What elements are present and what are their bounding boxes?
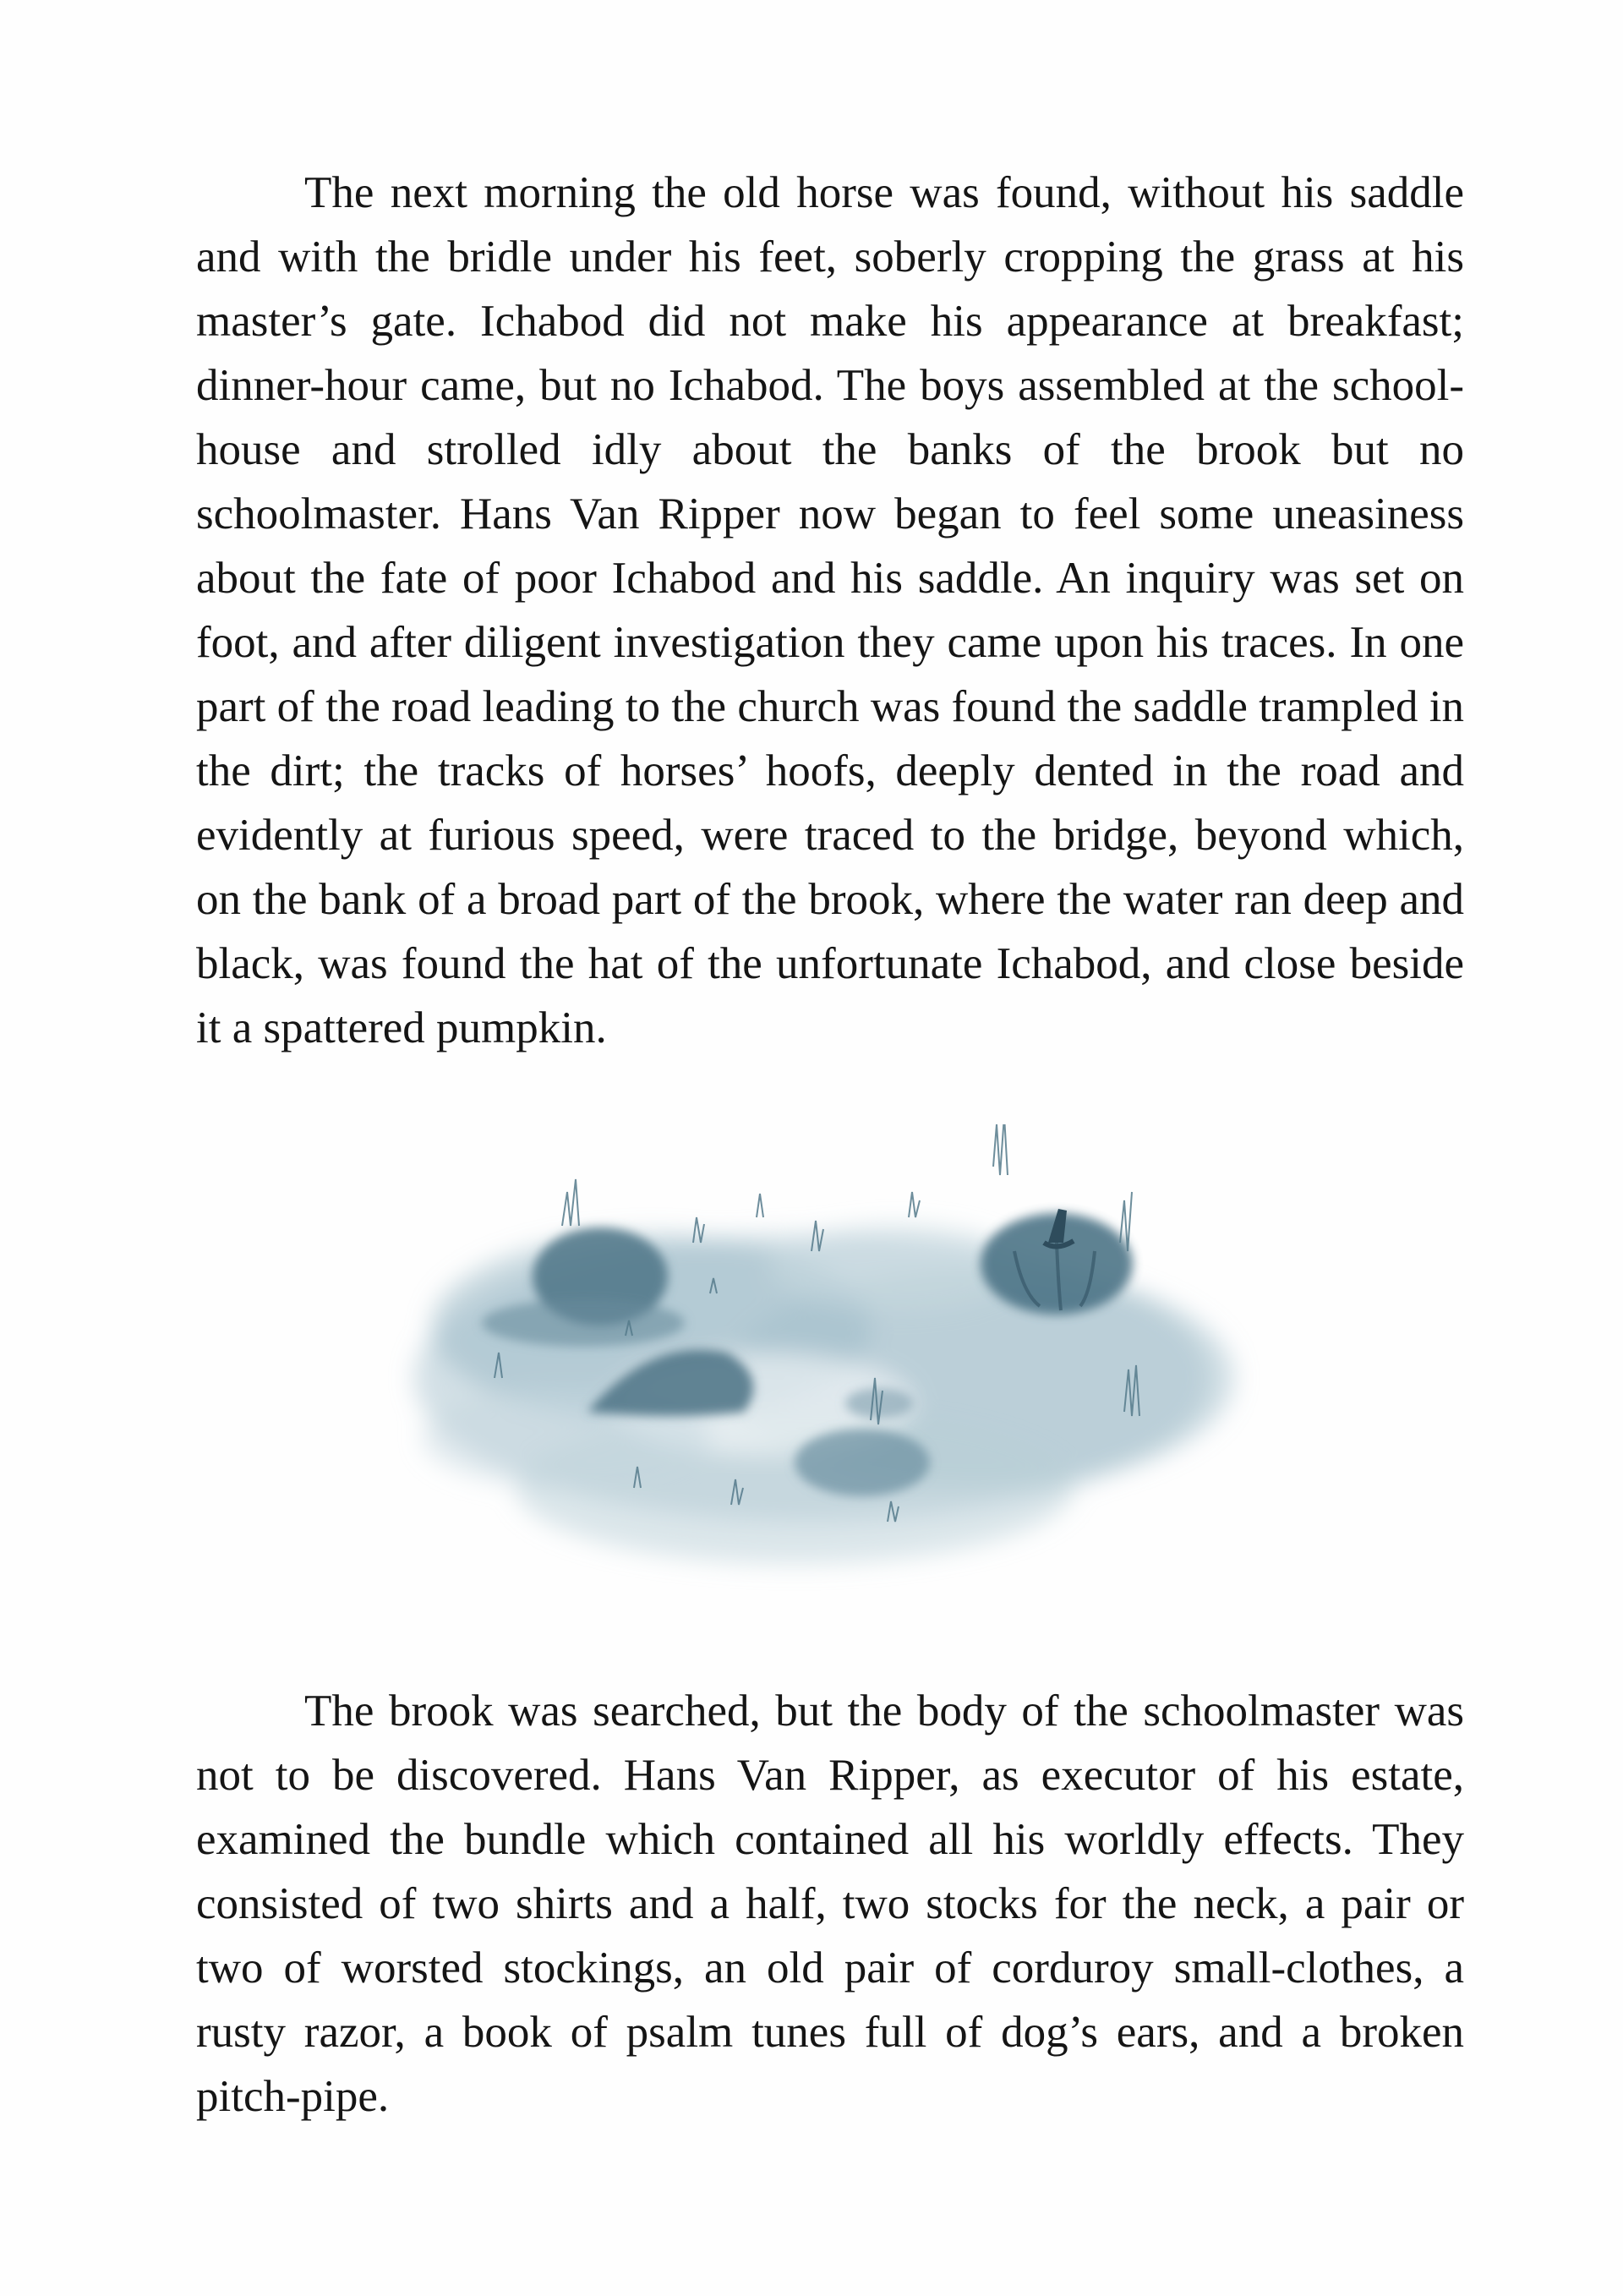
watercolor-illustration [372,1124,1285,1682]
pumpkin-shape [981,1209,1133,1315]
brook-scene-svg [372,1124,1285,1682]
paragraph-brook-searched: The brook was searched, but the body of the schoolmaster was not to be discovered. Hans Van Ripper, as executor of his estate, examined the bundle which contained all his worldly effects. They consisted of two shirts and a half, two stocks for the neck, a pair or two of worsted stockings, an old pair of corduroy small-clothes, a rusty razor, a book of psalm tunes full of dog’s ears, and a broken pitch-pipe. [196,1686,1464,2121]
paragraph-horse-found: The next morning the old horse was found, without his saddle and with the bridle under his feet, soberly cropping the grass at his master’s gate. Ichabod did not make his appearance at breakfast; dinner-hour came, but no Ichabod. The boys assembled at the school-house and strolled idly about the banks of the brook but no schoolmaster. Hans Van Ripper now began to feel some uneasiness about the fate of poor Ichabod and his saddle. An inquiry was set on foot, and after diligent investigation they came upon his traces. In one part of the road leading to the church was found the saddle trampled in the dirt; the tracks of horses’ hoofs, deeply dented in the road and evidently at furious speed, were traced to the bridge, beyond which, on the bank of a broad part of the brook, where the water ran deep and black, was found the hat of the unfortunate Ichabod, and close beside it a spattered pumpkin. [196,168,1464,1052]
